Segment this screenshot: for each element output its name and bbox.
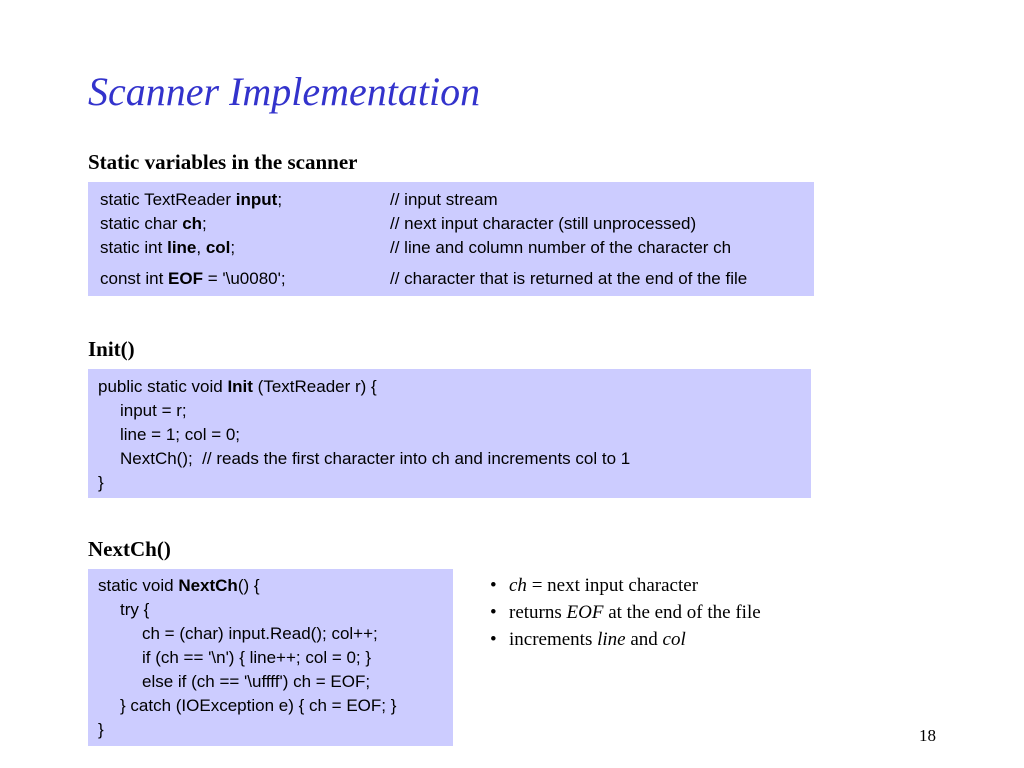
emphasis: line xyxy=(597,629,626,650)
list-item xyxy=(490,599,761,626)
emphasis: EOF xyxy=(566,602,604,623)
variable-name: col xyxy=(205,238,231,257)
code-text: ; xyxy=(277,190,283,209)
list-text: returns xyxy=(509,602,567,623)
code-row-ch xyxy=(88,212,814,236)
code-line: try { xyxy=(120,600,150,619)
comment: // next input character (still unprocessed) xyxy=(390,214,697,233)
nextch-heading: NextCh() xyxy=(88,537,171,561)
list-text: = next input character xyxy=(526,575,699,596)
code-line: NextCh(); // reads the first character into ch and increments col to 1 xyxy=(120,449,631,468)
comment: // line and column number of the character ch xyxy=(390,238,732,257)
emphasis: ch xyxy=(509,575,527,596)
bullet-point: • xyxy=(490,602,497,623)
page-number: 18 xyxy=(919,726,936,745)
code-text: = '\u0080'; xyxy=(203,269,286,288)
list-item xyxy=(490,626,761,653)
code-line: line = 1; col = 0; xyxy=(120,425,241,444)
code-line: input = r; xyxy=(120,401,187,420)
code-line: if (ch == '\n') { line++; col = 0; } xyxy=(142,648,372,667)
code-line: } catch (IOException e) { ch = EOF; } xyxy=(120,696,397,715)
declaration xyxy=(100,188,282,212)
list-text: increments xyxy=(509,629,598,650)
closing-brace: } xyxy=(98,720,104,739)
nextch-notes-list xyxy=(490,572,761,653)
variable-name: ch xyxy=(182,214,203,233)
list-item xyxy=(490,572,761,599)
code-text: static TextReader xyxy=(100,190,236,209)
code-text: (TextReader r) { xyxy=(252,377,377,396)
code-row-eof xyxy=(88,267,814,291)
declaration xyxy=(100,236,235,260)
declaration xyxy=(100,212,207,236)
code-line: else if (ch == '\uffff') ch = EOF; xyxy=(142,672,371,691)
code-text: () { xyxy=(237,576,260,595)
declaration xyxy=(100,267,286,291)
method-name: NextCh xyxy=(178,576,238,595)
init-heading: Init() xyxy=(88,337,135,361)
emphasis: col xyxy=(662,629,686,650)
variable-name: input xyxy=(235,190,278,209)
code-text: const int xyxy=(100,269,169,288)
code-text: ; xyxy=(230,238,236,257)
static-variables-heading: Static variables in the scanner xyxy=(88,150,358,174)
code-row-input xyxy=(88,188,814,212)
variable-name: line xyxy=(167,238,197,257)
init-signature xyxy=(98,375,811,399)
code-text: , xyxy=(196,238,206,257)
slide-title: Scanner Implementation xyxy=(88,69,481,114)
variable-name: EOF xyxy=(168,269,203,288)
code-text: static char xyxy=(100,214,183,233)
code-text: public static void xyxy=(98,377,228,396)
nextch-signature xyxy=(98,574,453,598)
code-line: ch = (char) input.Read(); col++; xyxy=(142,624,378,643)
list-text: at the end of the file xyxy=(603,602,761,623)
bullet-point: • xyxy=(490,575,497,596)
bullet-point: • xyxy=(490,629,497,650)
list-text: and xyxy=(625,629,663,650)
code-row-line-col xyxy=(88,236,814,260)
code-text: ; xyxy=(202,214,207,233)
static-variables-code-box xyxy=(88,182,814,296)
method-name: Init xyxy=(227,377,253,396)
closing-brace: } xyxy=(98,473,104,492)
comment: // character that is returned at the end of the file xyxy=(390,269,748,288)
init-code-box xyxy=(88,369,811,498)
code-text: static void xyxy=(98,576,179,595)
code-text: static int xyxy=(100,238,168,257)
nextch-code-box xyxy=(88,569,453,746)
comment: // input stream xyxy=(390,190,498,209)
